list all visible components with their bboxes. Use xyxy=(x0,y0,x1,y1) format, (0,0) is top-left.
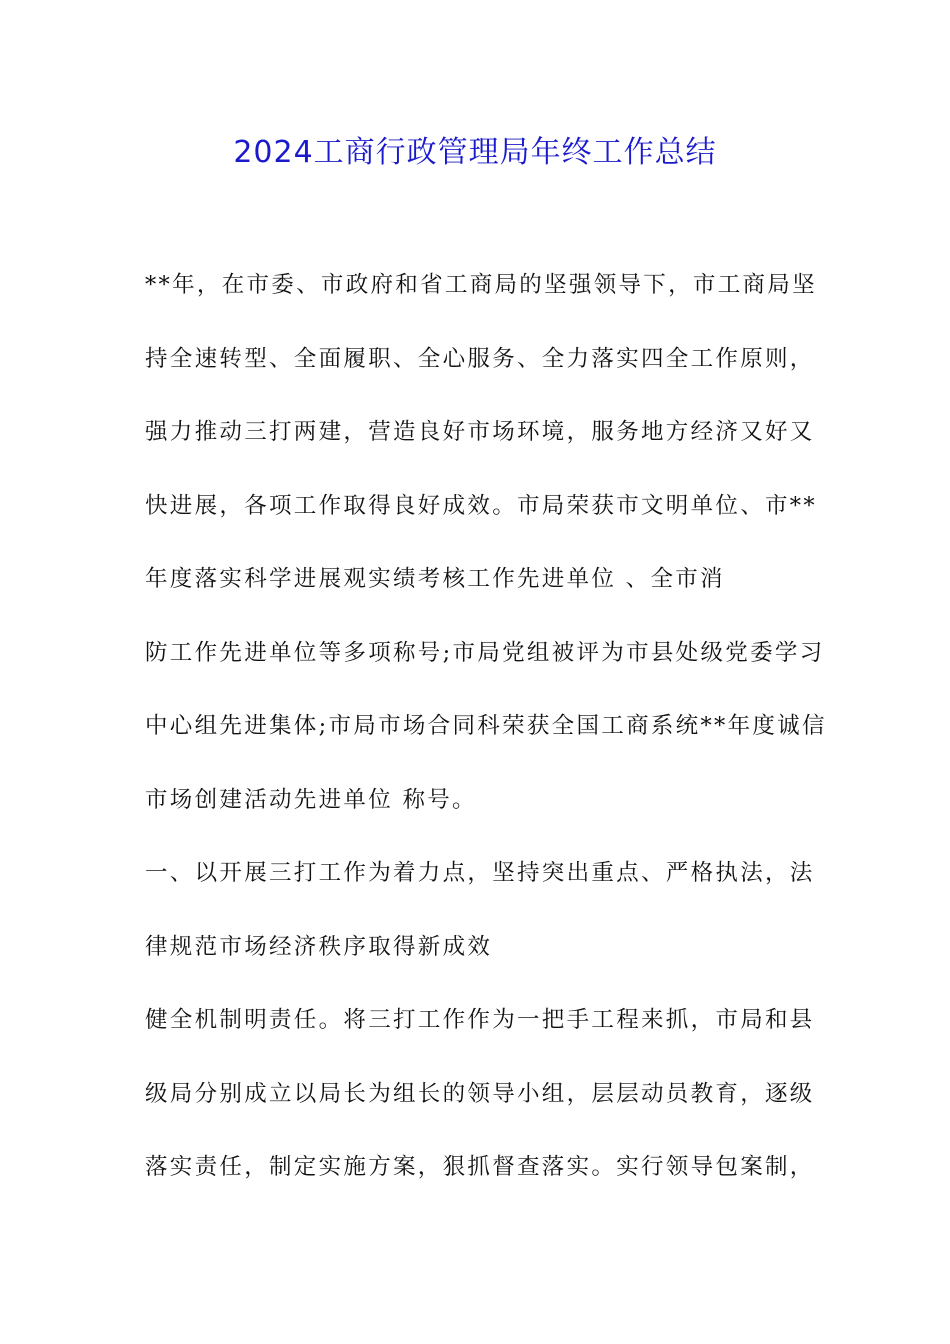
paragraph-line: 落实责任，制定实施方案，狠抓督查落实。实行领导包案制， xyxy=(145,1154,815,1180)
paragraph-line: 年度落实科学进展观实绩考核工作先进单位 、全市消 xyxy=(145,566,725,592)
document-body xyxy=(145,262,845,1218)
paragraph-line: 持全速转型、全面履职、全心服务、全力落实四全工作原则， xyxy=(145,345,815,372)
paragraph-line: **年，在市委、市政府和省工商局的坚强领导下，市工商局坚 xyxy=(145,272,817,298)
section-heading-line: 一、以开展三打工作为着力点，坚持突出重点、严格执法，法 xyxy=(145,860,815,886)
paragraph-line: 市场创建活动先进单位 称号。 xyxy=(145,786,477,813)
paragraph-line: 快进展，各项工作取得良好成效。市局荣获市文明单位、市** xyxy=(145,492,817,519)
paragraph-line: 健全机制明责任。将三打工作作为一把手工程来抓，市局和县 xyxy=(145,1007,815,1033)
paragraph-line: 中心组先进集体;市局市场合同科荣获全国工商系统**年度诚信 xyxy=(145,713,827,739)
paragraph-line: 级局分别成立以局长为组长的领导小组，层层动员教育，逐级 xyxy=(145,1080,815,1107)
paragraph-line: 防工作先进单位等多项称号;市局党组被评为市县处级党委学习 xyxy=(145,639,825,666)
paragraph-line: 强力推动三打两建，营造良好市场环境，服务地方经济又好又 xyxy=(145,419,815,445)
section-heading-line: 律规范市场经济秩序取得新成效 xyxy=(145,933,493,960)
document-title: 2024工商行政管理局年终工作总结 xyxy=(233,135,717,170)
